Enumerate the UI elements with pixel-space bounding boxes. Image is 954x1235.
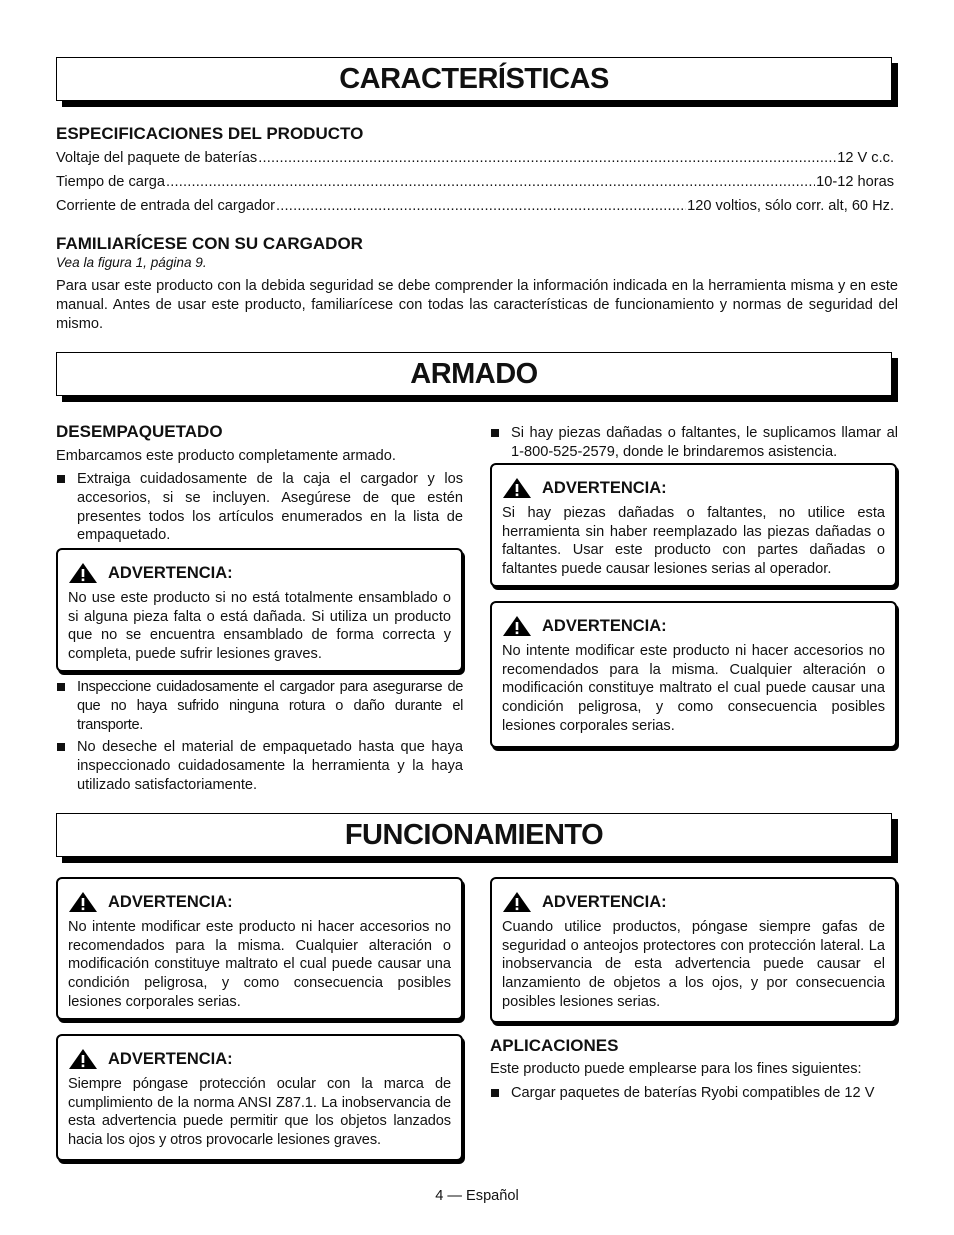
dot-leader: [276, 198, 686, 214]
desempaquetado-intro: Embarcamos este producto completamente armado.: [56, 448, 396, 464]
familiar-body: Para usar este producto con la debida seguridad se debe comprender la información indicada en la herramienta misma y en este manual. Antes de usar este producto, familiarícese con todas las características de funcionamiento y normas de seguridad del mismo.: [56, 278, 898, 332]
warning-text: No intente modificar este producto ni hacer accesorios no recomendados para la misma. Cualquier alteración o modificación constituye maltrato el cual puede causar una condición peligrosa, y como consecuencia posibles lesiones corporales serias.: [502, 643, 885, 734]
warning-text: Siempre póngase protección ocular con la marca de cumplimiento de la norma ANSI Z87.1. La inobservancia de esta advertencia puede permitir que los objetos lanzados hacia los ojos y otros provocarle lesiones graves.: [68, 1076, 451, 1149]
spec-row-voltage: [56, 150, 894, 166]
warning-text: No intente modificar este producto ni hacer accesorios no recomendados para la misma. Cualquier alteración o modificación constituye maltrato el cual puede causar una condición peligrosa, y como consecuencia posibles lesiones corporales serias.: [68, 919, 451, 1010]
warning-label: ADVERTENCIA:: [542, 892, 667, 911]
warning-box: [56, 548, 463, 672]
section-title: ARMADO: [410, 357, 538, 390]
aplicaciones-intro: Este producto puede emplearse para los fines siguientes:: [490, 1061, 862, 1077]
page-footer: 4 — Español: [435, 1188, 519, 1204]
warning-text: No use este producto si no está totalmente ensamblado o si alguna pieza falta o está dañada. Si utiliza un producto que no se encuentra ensamblado de forma correcta y completa, puede sufrir lesiones graves.: [68, 590, 451, 663]
warning-text: Si hay piezas dañadas o faltantes, no utilice esta herramienta sin haber reemplazado las piezas dañadas o faltantes. Usar este producto con partes dañadas o faltantes puede causar lesiones serias al operador.: [502, 505, 885, 578]
square-bullet-icon: [57, 743, 65, 751]
section-banner-funcionamiento: [56, 813, 892, 857]
warning-triangle-icon: [502, 477, 532, 499]
spec-row-input-current: [56, 198, 894, 214]
spec-label: Corriente de entrada del cargador: [56, 198, 276, 214]
warning-label: ADVERTENCIA:: [108, 563, 233, 582]
spec-value: 12 V c.c.: [837, 150, 894, 166]
dot-leader: [166, 174, 815, 190]
warning-label: ADVERTENCIA:: [542, 616, 667, 635]
figure-reference: Vea la figura 1, página 9.: [56, 255, 207, 270]
specs-heading: ESPECIFICACIONES DEL PRODUCTO: [56, 124, 364, 143]
section-banner-armado: [56, 352, 892, 396]
section-title: CARACTERÍSTICAS: [339, 62, 609, 95]
spec-label: Tiempo de carga: [56, 174, 165, 190]
warning-box: [56, 877, 463, 1020]
warning-label: ADVERTENCIA:: [108, 892, 233, 911]
square-bullet-icon: [491, 429, 499, 437]
desempaquetado-heading: DESEMPAQUETADO: [56, 422, 223, 441]
square-bullet-icon: [57, 683, 65, 691]
warning-box: [490, 463, 897, 587]
warning-triangle-icon: [502, 891, 532, 913]
list-item: Extraiga cuidadosamente de la caja el cargador y los accesorios, si se incluyen. Asegúrese de que estén presentes todos los artículos enumerados en la lista de empaquetado.: [56, 470, 463, 545]
spec-value: 10-12 horas: [816, 174, 894, 190]
warning-box: [490, 601, 897, 748]
spec-row-charge-time: [56, 174, 894, 190]
warning-label: ADVERTENCIA:: [542, 478, 667, 497]
spec-label: Voltaje del paquete de baterías: [56, 150, 258, 166]
familiar-heading: FAMILIARÍCESE CON SU CARGADOR: [56, 234, 363, 253]
section-banner-caracteristicas: [56, 57, 892, 101]
warning-triangle-icon: [68, 562, 98, 584]
warning-triangle-icon: [502, 615, 532, 637]
square-bullet-icon: [491, 1089, 499, 1097]
list-item: Inspeccione cuidadosamente el cargador para asegurarse de que no haya sufrido ninguna rotura o daño durante el transporte.: [56, 678, 463, 734]
square-bullet-icon: [57, 475, 65, 483]
aplicaciones-heading: APLICACIONES: [490, 1036, 619, 1055]
dot-leader: [258, 150, 836, 166]
warning-triangle-icon: [68, 891, 98, 913]
section-title: FUNCIONAMIENTO: [344, 818, 604, 851]
warning-box: [490, 877, 897, 1023]
warning-box: [56, 1034, 463, 1161]
list-item: Si hay piezas dañadas o faltantes, le suplicamos llamar al 1-800-525-2579, donde le brindaremos asistencia.: [490, 424, 898, 462]
warning-triangle-icon: [68, 1048, 98, 1070]
warning-label: ADVERTENCIA:: [108, 1049, 233, 1068]
warning-text: Cuando utilice productos, póngase siempre gafas de seguridad o anteojos protectores con protección lateral. La inobservancia de esta advertencia puede causar el lanzamiento de objetos a los ojos, y por consecuencia posibles lesiones serias.: [502, 919, 885, 1010]
list-item: Cargar paquetes de baterías Ryobi compatibles de 12 V: [490, 1084, 898, 1103]
list-item: No deseche el material de empaquetado hasta que haya inspeccionado cuidadosamente la herramienta y la haya utilizado satisfactoriamente.: [56, 738, 463, 794]
spec-value: 120 voltios, sólo corr. alt, 60 Hz.: [687, 198, 894, 214]
